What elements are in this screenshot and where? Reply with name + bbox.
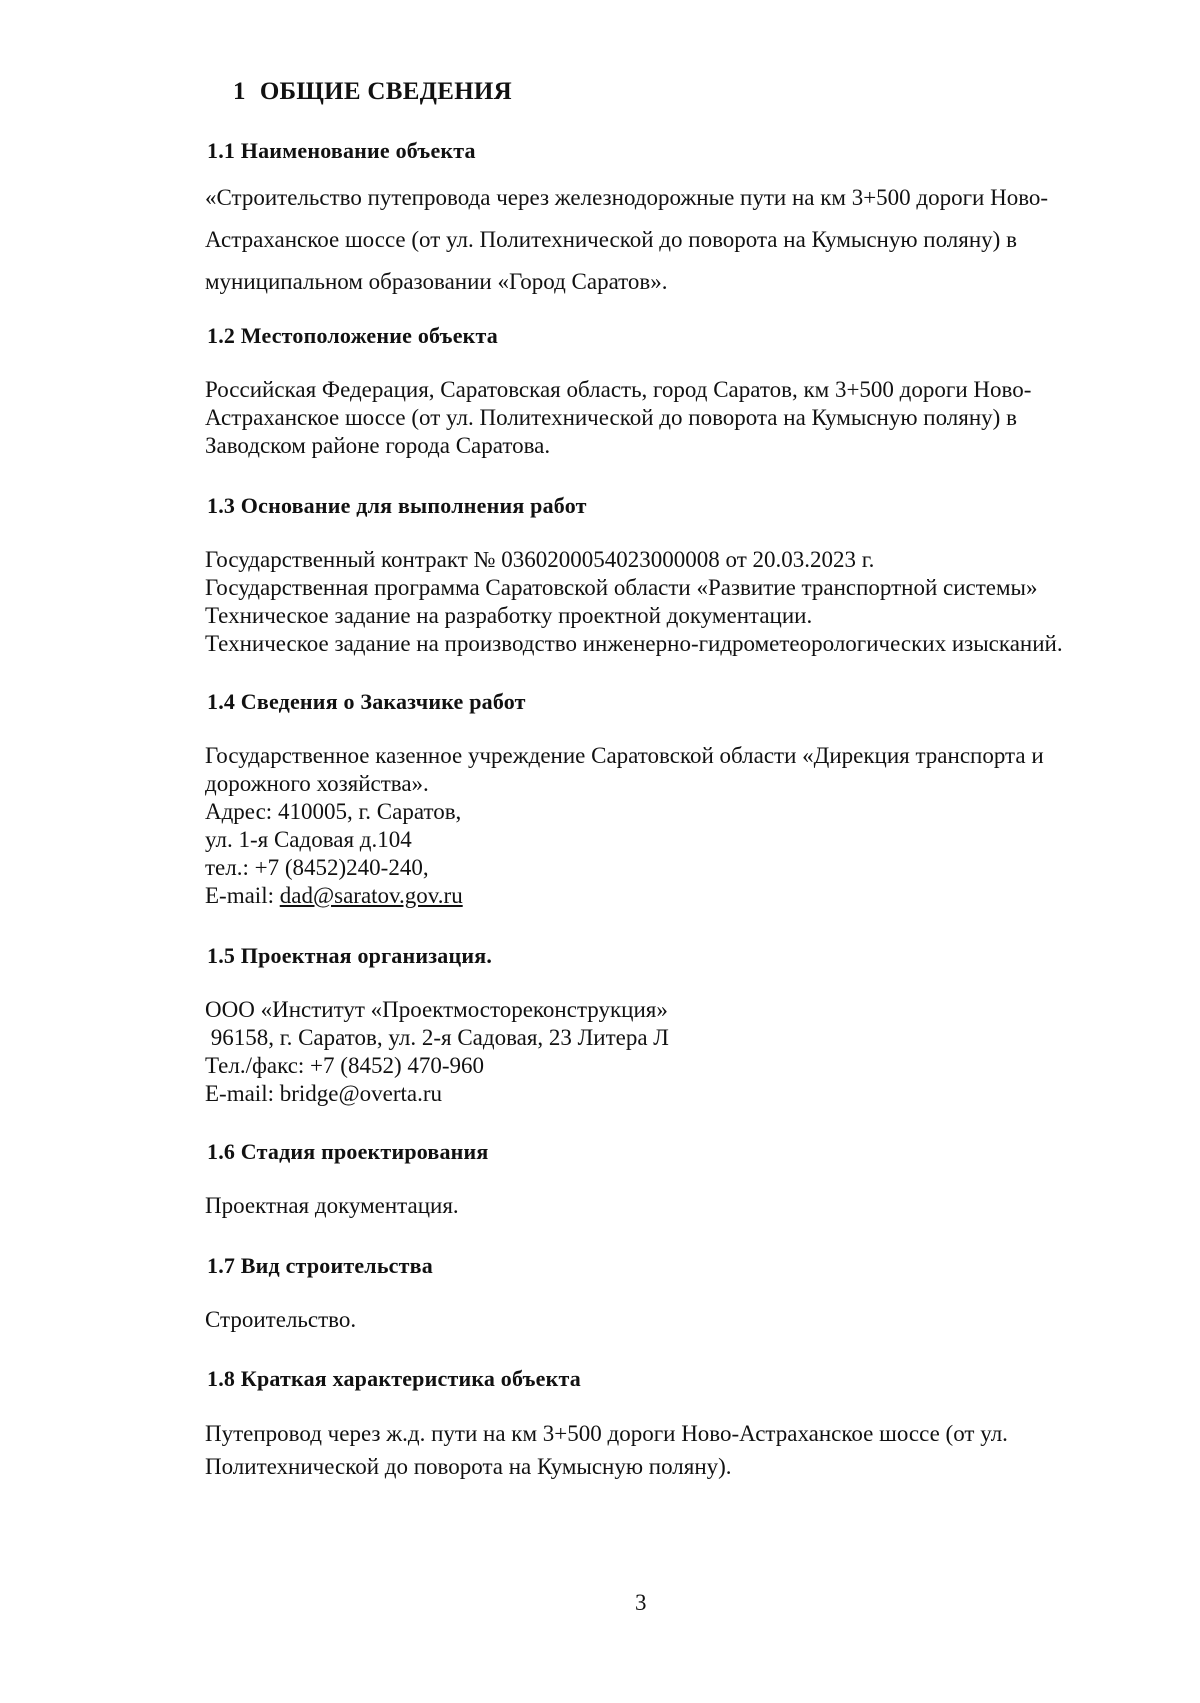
section-title-text: ОБЩИЕ СВЕДЕНИЯ (259, 78, 513, 105)
text-line: Политехнической до поворота на Кумысную поляну). (205, 1454, 732, 1479)
text-line: Астраханское шоссе (от ул. Политехнической до поворота на Кумысную поляну) в (205, 227, 1017, 252)
object-name-text (205, 177, 1048, 303)
text-line: Государственная программа Саратовской области «Развитие транспортной системы» (205, 575, 1038, 600)
text-line: Астраханское шоссе (от ул. Политехнической до поворота на Кумысную поляну) в (205, 405, 1017, 430)
heading-construction-type: 1.7 Вид строительства (207, 1253, 433, 1278)
text-line: Заводском районе города Саратова. (205, 433, 551, 458)
text-line: Техническое задание на разработку проектной документации. (205, 603, 813, 628)
customer-email-link[interactable]: dad@saratov.gov.ru (279, 883, 463, 908)
heading-object-location: 1.2 Местоположение объекта (207, 323, 499, 348)
text-line: 96158, г. Саратов, ул. 2-я Садовая, 23 Литера Л (205, 1025, 669, 1050)
construction-type-text: Строительство. (205, 1307, 357, 1332)
section-number: 1 (233, 78, 246, 105)
text-line: Путепровод через ж.д. пути на км 3+500 дороги Ново-Астраханское шоссе (от ул. (205, 1421, 1008, 1446)
text-line: дорожного хозяйства». (205, 771, 429, 796)
object-location-text (205, 376, 1031, 460)
text-line: Адрес: 410005, г. Саратов, (205, 799, 462, 824)
design-stage-text: Проектная документация. (205, 1193, 459, 1218)
text-line: Российская Федерация, Саратовская область, город Саратов, км 3+500 дороги Ново- (205, 377, 1032, 402)
text-line: «Строительство путепровода через железнодорожные пути на км 3+500 дороги Ново- (205, 185, 1049, 210)
object-description-text (205, 1417, 1008, 1483)
heading-design-stage: 1.6 Стадия проектирования (207, 1139, 489, 1164)
email-line (205, 882, 1044, 910)
work-basis-text (205, 546, 1063, 658)
text-line: Государственное казенное учреждение Саратовской области «Дирекция транспорта и (205, 743, 1044, 768)
customer-info-text (205, 742, 1044, 910)
email-label: E-mail: (205, 883, 280, 908)
text-line: Техническое задание на производство инженерно-гидрометеорологических изысканий. (205, 631, 1063, 656)
text-line: ООО «Институт «Проектмостореконструкция» (205, 997, 668, 1022)
text-line: ул. 1-я Садовая д.104 (205, 827, 412, 852)
text-line: тел.: +7 (8452)240-240, (205, 855, 429, 880)
heading-work-basis: 1.3 Основание для выполнения работ (207, 493, 587, 518)
design-organization-text (205, 996, 669, 1108)
section-title (233, 78, 512, 106)
heading-customer-info: 1.4 Сведения о Заказчике работ (207, 689, 526, 714)
text-line: муниципальном образовании «Город Саратов». (205, 269, 668, 294)
heading-object-name: 1.1 Наименование объекта (207, 138, 476, 163)
text-line: Тел./факс: +7 (8452) 470-960 (205, 1053, 485, 1078)
text-line: Государственный контракт № 0360200054023000008 от 20.03.2023 г. (205, 547, 875, 572)
heading-object-description: 1.8 Краткая характеристика объекта (207, 1366, 581, 1391)
text-line: E-mail: bridge@overta.ru (205, 1081, 443, 1106)
page-number: 3 (635, 1590, 647, 1615)
heading-design-organization: 1.5 Проектная организация. (207, 943, 493, 968)
